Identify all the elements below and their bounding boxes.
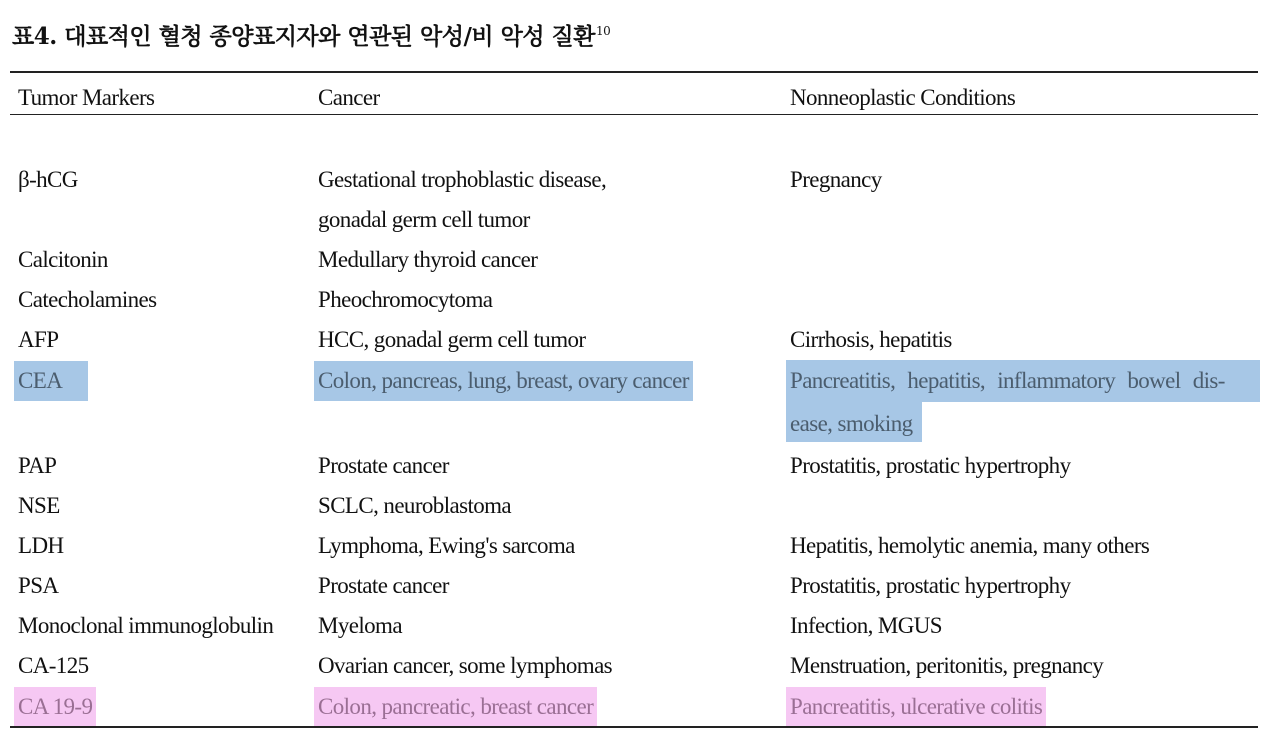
table-row-marker <box>18 687 96 727</box>
table-row-marker: Catecholamines <box>18 287 157 312</box>
table-row-cancer: Medullary thyroid cancer <box>318 247 538 272</box>
table-row-nonneoplastic <box>790 687 1046 727</box>
reference-superscript: 10 <box>595 24 611 39</box>
table-row-cancer: Prostate cancer <box>318 453 449 478</box>
table-row-nonneoplastic: Pregnancy <box>790 167 882 192</box>
table-row-nonneoplastic: Cirrhosis, hepatitis <box>790 327 952 352</box>
highlighted-nonneoplastic-ca19-9: Pancreatitis, ulcerative colitis <box>786 687 1046 727</box>
table-title-text: 표4. 대표적인 혈청 종양표지자와 연관된 악성/비 악성 질환 <box>12 23 595 50</box>
table-row-marker: Monoclonal immunoglobulin <box>18 613 274 638</box>
header-nonneoplastic-conditions: Nonneoplastic Conditions <box>790 85 1016 110</box>
table-row-cancer: SCLC, neuroblastoma <box>318 493 512 518</box>
table-header-rule <box>10 114 1258 115</box>
table-row-marker: Calcitonin <box>18 247 108 272</box>
table-row-cancer <box>318 361 693 401</box>
table-row-nonneoplastic: Hepatitis, hemolytic anemia, many others <box>790 533 1150 558</box>
header-tumor-markers: Tumor Markers <box>18 85 155 110</box>
table-row-cancer <box>318 687 597 727</box>
header-cancer: Cancer <box>318 85 380 110</box>
table-top-rule <box>10 71 1258 73</box>
table-row-cancer: Pheochromocytoma <box>318 287 493 312</box>
table-row-cancer: Myeloma <box>318 613 402 638</box>
table-bottom-rule <box>10 726 1258 728</box>
table-row-cancer: Ovarian cancer, some lymphomas <box>318 653 613 678</box>
table-row-marker: LDH <box>18 533 64 558</box>
highlighted-cancer-cea: Colon, pancreas, lung, breast, ovary cancer <box>314 361 693 401</box>
table-row-cancer: Lymphoma, Ewing's sarcoma <box>318 533 575 558</box>
table-row-marker: NSE <box>18 493 60 518</box>
highlighted-cancer-ca19-9: Colon, pancreatic, breast cancer <box>314 687 597 727</box>
table-row-marker: CA-125 <box>18 653 89 678</box>
highlighted-marker-cea: CEA <box>14 361 88 401</box>
table-row-marker: AFP <box>18 327 59 352</box>
table-row-marker: PAP <box>18 453 57 478</box>
table-row-nonneoplastic: Prostatitis, prostatic hypertrophy <box>790 573 1071 598</box>
table-row-cancer: HCC, gonadal germ cell tumor <box>318 327 586 352</box>
table-title <box>12 18 610 51</box>
table-row-cancer: Gestational trophoblastic disease, <box>318 167 607 192</box>
table-row-marker: PSA <box>18 573 59 598</box>
table-row-cancer: gonadal germ cell tumor <box>318 207 530 232</box>
table-row-cancer: Prostate cancer <box>318 573 449 598</box>
table-row-nonneoplastic: Prostatitis, prostatic hypertrophy <box>790 453 1071 478</box>
highlighted-nonneoplastic-cea: ease, smoking <box>790 411 913 436</box>
table-row-nonneoplastic: Menstruation, peritonitis, pregnancy <box>790 653 1104 678</box>
table-row-marker <box>18 361 88 401</box>
highlighted-nonneoplastic-cea: Pancreatitis, hepatitis, inflammatory bowel dis- <box>790 368 1225 393</box>
highlighted-marker-ca19-9: CA 19-9 <box>14 687 96 727</box>
table-row-marker: β-hCG <box>18 167 78 192</box>
table-row-nonneoplastic: Infection, MGUS <box>790 613 942 638</box>
